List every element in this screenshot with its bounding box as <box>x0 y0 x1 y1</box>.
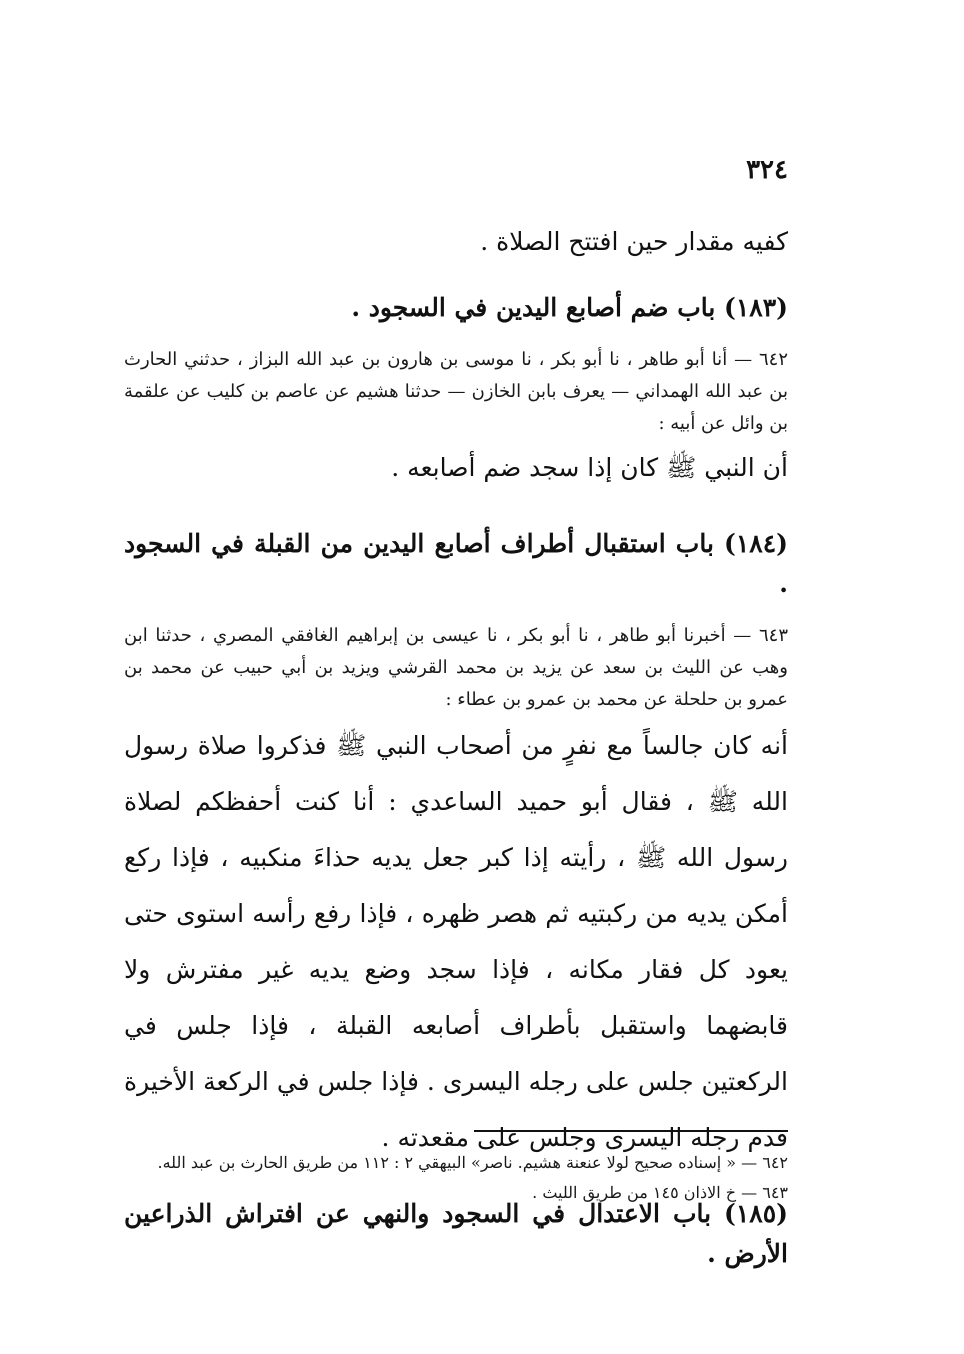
continuation-text: كفيه مقدار حين افتتح الصلاة . <box>480 227 788 256</box>
chapter-183 <box>124 288 788 494</box>
hadith-matn: أن النبي ﷺ كان إذا سجد ضم أصابعه . <box>391 453 788 482</box>
chapter-184 <box>124 524 788 1166</box>
page-number: ٣٢٤ <box>746 155 788 185</box>
footnote: ٦٤٢ — « إسناده صحيح لولا عنعنة هشيم. ناصر» البيهقي ٢ : ١١٢ من طريق الحارث بن عبد الله. <box>157 1153 788 1172</box>
hadith-isnad: ٦٤٣ — أخبرنا أبو طاهر ، نا أبو بكر ، نا عيسى بن إبراهيم الغافقي المصري ، حدثنا ابن وهب عن الليث بن سعد عن يزيد بن محمد القرشي ويزيد بن أبي حبيب عن محمد بن عمرو بن حلحلة عن محمد بن عمرو بن عطاء : <box>124 625 788 710</box>
footnotes <box>124 1148 788 1208</box>
hadith-matn: أنه كان جالساً مع نفرٍ من أصحاب النبي ﷺ فذكروا صلاة رسول الله ﷺ ، فقال أبو حميد الساعدي : أنا كنت أحفظكم لصلاة رسول الله ﷺ ، رأيته إذا كبر جعل يديه حذاءَ منكبيه ، فإذا ركع أمكن يديه من ركبتيه ثم هصر ظهره ، فإذا رفع رأسه استوى حتى يعود كل فقار مكانه ، فإذا سجد وضع يديه غير مفترش ولا قابضهما واستقبل بأطراف أصابعه القبلة ، فإذا جلس في الركعتين جلس على رجله اليسرى . فإذا جلس في الركعة الأخيرة قدم رجله اليسرى وجلس على مقعدته . <box>124 731 788 1152</box>
footnote-divider <box>474 1130 788 1132</box>
chapter-heading: (١٨٤) باب استقبال أطراف أصابع اليدين من القبلة في السجود . <box>124 529 788 598</box>
chapter-heading: (١٨٥) باب الاعتدال في السجود والنهي عن افتراش الذراعين الأرض . <box>124 1199 788 1268</box>
footnote: ٦٤٣ — خ الاذان ١٤٥ من طريق الليث . <box>532 1183 788 1202</box>
hadith-isnad: ٦٤٢ — أنا أبو طاهر ، نا أبو بكر ، نا موسى بن هارون بن عبد الله البزاز ، حدثني الحارث بن عبد الله الهمداني — يعرف بابن الخازن — حدثنا هشيم عن عاصم بن كليب عن علقمة بن وائل عن أبيه : <box>124 349 788 434</box>
chapter-heading: (١٨٣) باب ضم أصابع اليدين في السجود . <box>351 293 788 322</box>
